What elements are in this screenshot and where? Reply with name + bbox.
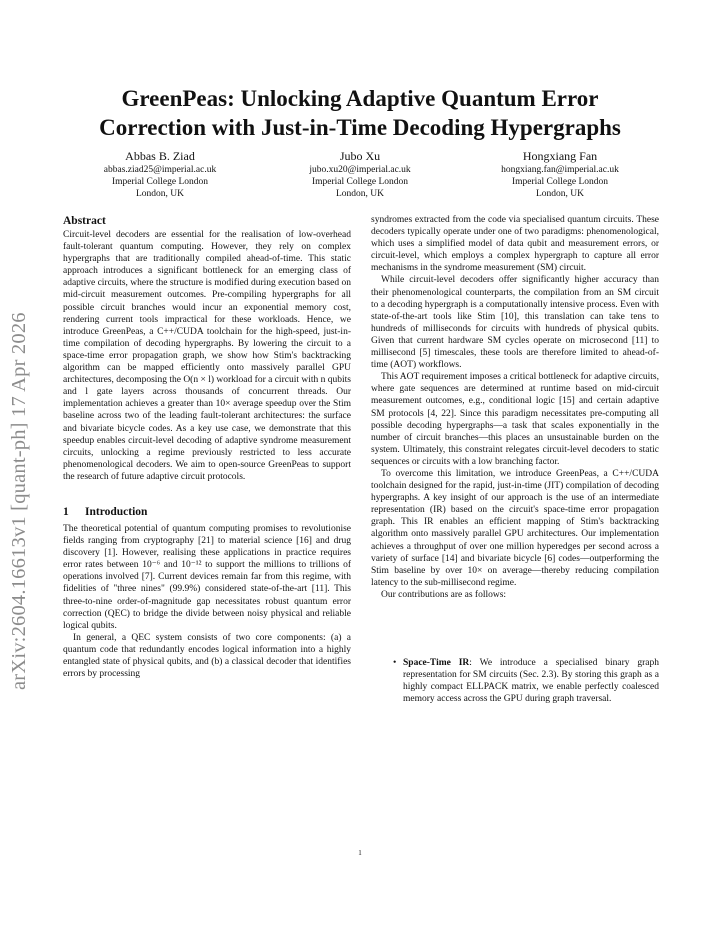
- contribution-label: Space-Time IR: [403, 658, 470, 668]
- author-email: abbas.ziad25@imperial.ac.uk: [103, 165, 217, 175]
- author-1: [60, 149, 260, 200]
- title-line-2: Correction with Just-in-Time Decoding Hypergraphs: [99, 115, 621, 140]
- contribution-list: [371, 657, 659, 705]
- section-heading-introduction: [63, 505, 351, 519]
- contribution-text: : We introduce a specialised binary graph representation for SM circuits (Sec. 2.3). By storing this graph as a highly compact ELLPACK matrix, we enable perfectly coalesced memory access across the GPU during graph traversal.: [403, 658, 660, 705]
- right-paragraph-1: syndromes extracted from the code via specialised quantum circuits. These decoders typically operate under one of two paradigms: phenomenological, which uses a simplified model of data qubit and measurement errors, or circuit-level, which employs a complex hypergraph to capture all error mechanisms in the syndrome measurement (SM) circuit.: [371, 215, 659, 274]
- author-location: London, UK: [135, 189, 185, 199]
- paper-title: [60, 84, 660, 142]
- author-affiliation: Imperial College London: [511, 177, 609, 187]
- right-paragraph-4: To overcome this limitation, we introduce GreenPeas, a C++/CUDA toolchain designed for the rapid, just-in-time (JIT) compilation of decoding hypergraphs. A key insight of our approach is the use of an intermediate representation (IR) based on the circuit's space-time error propagation graph. This IR enables an efficient mapping of Stim's backtracking algorithm onto massively parallel GPU architectures. Our implementation achieves a throughput of over one million hyperedges per second across a variety of surface [14] and bivariate bicycle [6] codes—outperforming the Stim baseline by over 10× on average—thereby reducing compilation latency to the sub-millisecond regime.: [371, 468, 659, 588]
- right-paragraph-2: While circuit-level decoders offer significantly higher accuracy than their phenomenological counterparts, the compilation from an SM circuit to a decoding hypergraph is a computationally intensive process. Even with state-of-the-art tools like Stim [10], this translation can take tens to hundreds of milliseconds for circuits with hundreds of physical qubits. Given that current hardware SM cycles operate on microsecond [11] to millisecond [5] timescales, these tools are therefore limited to ahead-of-time (AOT) workflows.: [371, 275, 659, 371]
- abstract-heading: Abstract: [63, 215, 106, 227]
- right-paragraph-5: Our contributions are as follows:: [381, 589, 507, 600]
- bullet-icon: •: [393, 658, 397, 668]
- section-title: Introduction: [85, 505, 148, 518]
- author-affiliation: Imperial College London: [311, 177, 409, 187]
- intro-paragraph-2: In general, a QEC system consists of two core components: (a) a quantum code that redundantly encodes logical information into a highly entangled state of physical qubits, and (b) a classical decoder that identifies errors by processing: [63, 632, 351, 680]
- arxiv-identifier: arXiv:2604.16613v1 [quant-ph] 17 Apr 2026: [8, 312, 30, 690]
- abstract-text: Circuit-level decoders are essential for the realisation of low-overhead fault-tolerant quantum computing. However, they rely on complex hypergraphs that are traditionally compiled ahead-of-time. This static approach introduces a significant bottleneck for an emerging class of adaptive circuits, where the structure is modified during execution based on mid-circuit measurement outcomes. Pre-compiling hypergraphs for all possible circuit branches would incur an exponential memory cost, rendering current tools impractical for these workloads. Hence, we introduce GreenPeas, a C++/CUDA toolchain for the high-speed, just-in-time compilation of decoding hypergraphs. By lowering the circuit to a space-time error propagation graph, we show how Stim's backtracking algorithm can be mapped efficiently onto massively parallel GPU architectures, decomposing the O(n × l) workload for a circuit with n qubits and l gate layers across thousands of concurrent threads. Our implementation achieves a greater than 10× average speedup over the Stim baseline across two of the leading fault-tolerant architectures: the surface and bivariate bicycle codes. As a key use case, we demonstrate that this speedup enables circuit-level decoding of adaptive syndrome measurement circuits, unlocking a regime previously restricted to less accurate phenomenological decoders. We aim to open-source GreenPeas to support the research of future adaptive circuit protocols.: [63, 230, 351, 482]
- author-name: Hongxiang Fan: [522, 149, 598, 163]
- author-email: hongxiang.fan@imperial.ac.uk: [501, 165, 619, 175]
- right-column: [371, 214, 659, 705]
- author-name: Jubo Xu: [339, 149, 381, 163]
- page-number: 1: [358, 849, 362, 857]
- left-column: [63, 214, 351, 680]
- author-email: jubo.xu20@imperial.ac.uk: [309, 165, 411, 175]
- author-block: [60, 149, 660, 209]
- author-2: [260, 149, 460, 200]
- author-name: Abbas B. Ziad: [125, 149, 195, 163]
- right-paragraph-3: This AOT requirement imposes a critical bottleneck for adaptive circuits, where gate sequences are determined at runtime based on mid-circuit measurement outcomes, e.g., conditional logic [15] and certain adaptive SM protocols [4, 22]. Since this paradigm necessitates pre-computing all possible decoding hypergraphs—a task that scales exponentially in the number of circuit branches—this places an unsustainable burden on the system. Ultimately, this constraint relegates circuit-level decoders to static sequences or circuits with a low branching factor.: [371, 372, 659, 467]
- author-location: London, UK: [335, 189, 385, 199]
- author-3: [460, 149, 660, 200]
- author-location: London, UK: [535, 189, 585, 199]
- intro-paragraph-1: The theoretical potential of quantum computing promises to revolutionise fields ranging from cryptography [21] to material science [16] and drug discovery [1]. However, realising these applications in practice requires error rates between 10⁻⁶ and 10⁻¹² to support the millions to trillions of operations involved [7]. Current devices remain far from this regime, with fidelities of "three nines" (99.9%) considered state-of-the-art [11]. This three-to-nine order-of-magnitude gap necessitates robust quantum error correction (QEC) to bridge the divide between noisy physical and reliable logical qubits.: [63, 523, 351, 631]
- contribution-item: [393, 657, 660, 705]
- section-number: 1: [63, 505, 69, 518]
- author-affiliation: Imperial College London: [111, 177, 209, 187]
- title-line-1: GreenPeas: Unlocking Adaptive Quantum Error: [121, 86, 599, 111]
